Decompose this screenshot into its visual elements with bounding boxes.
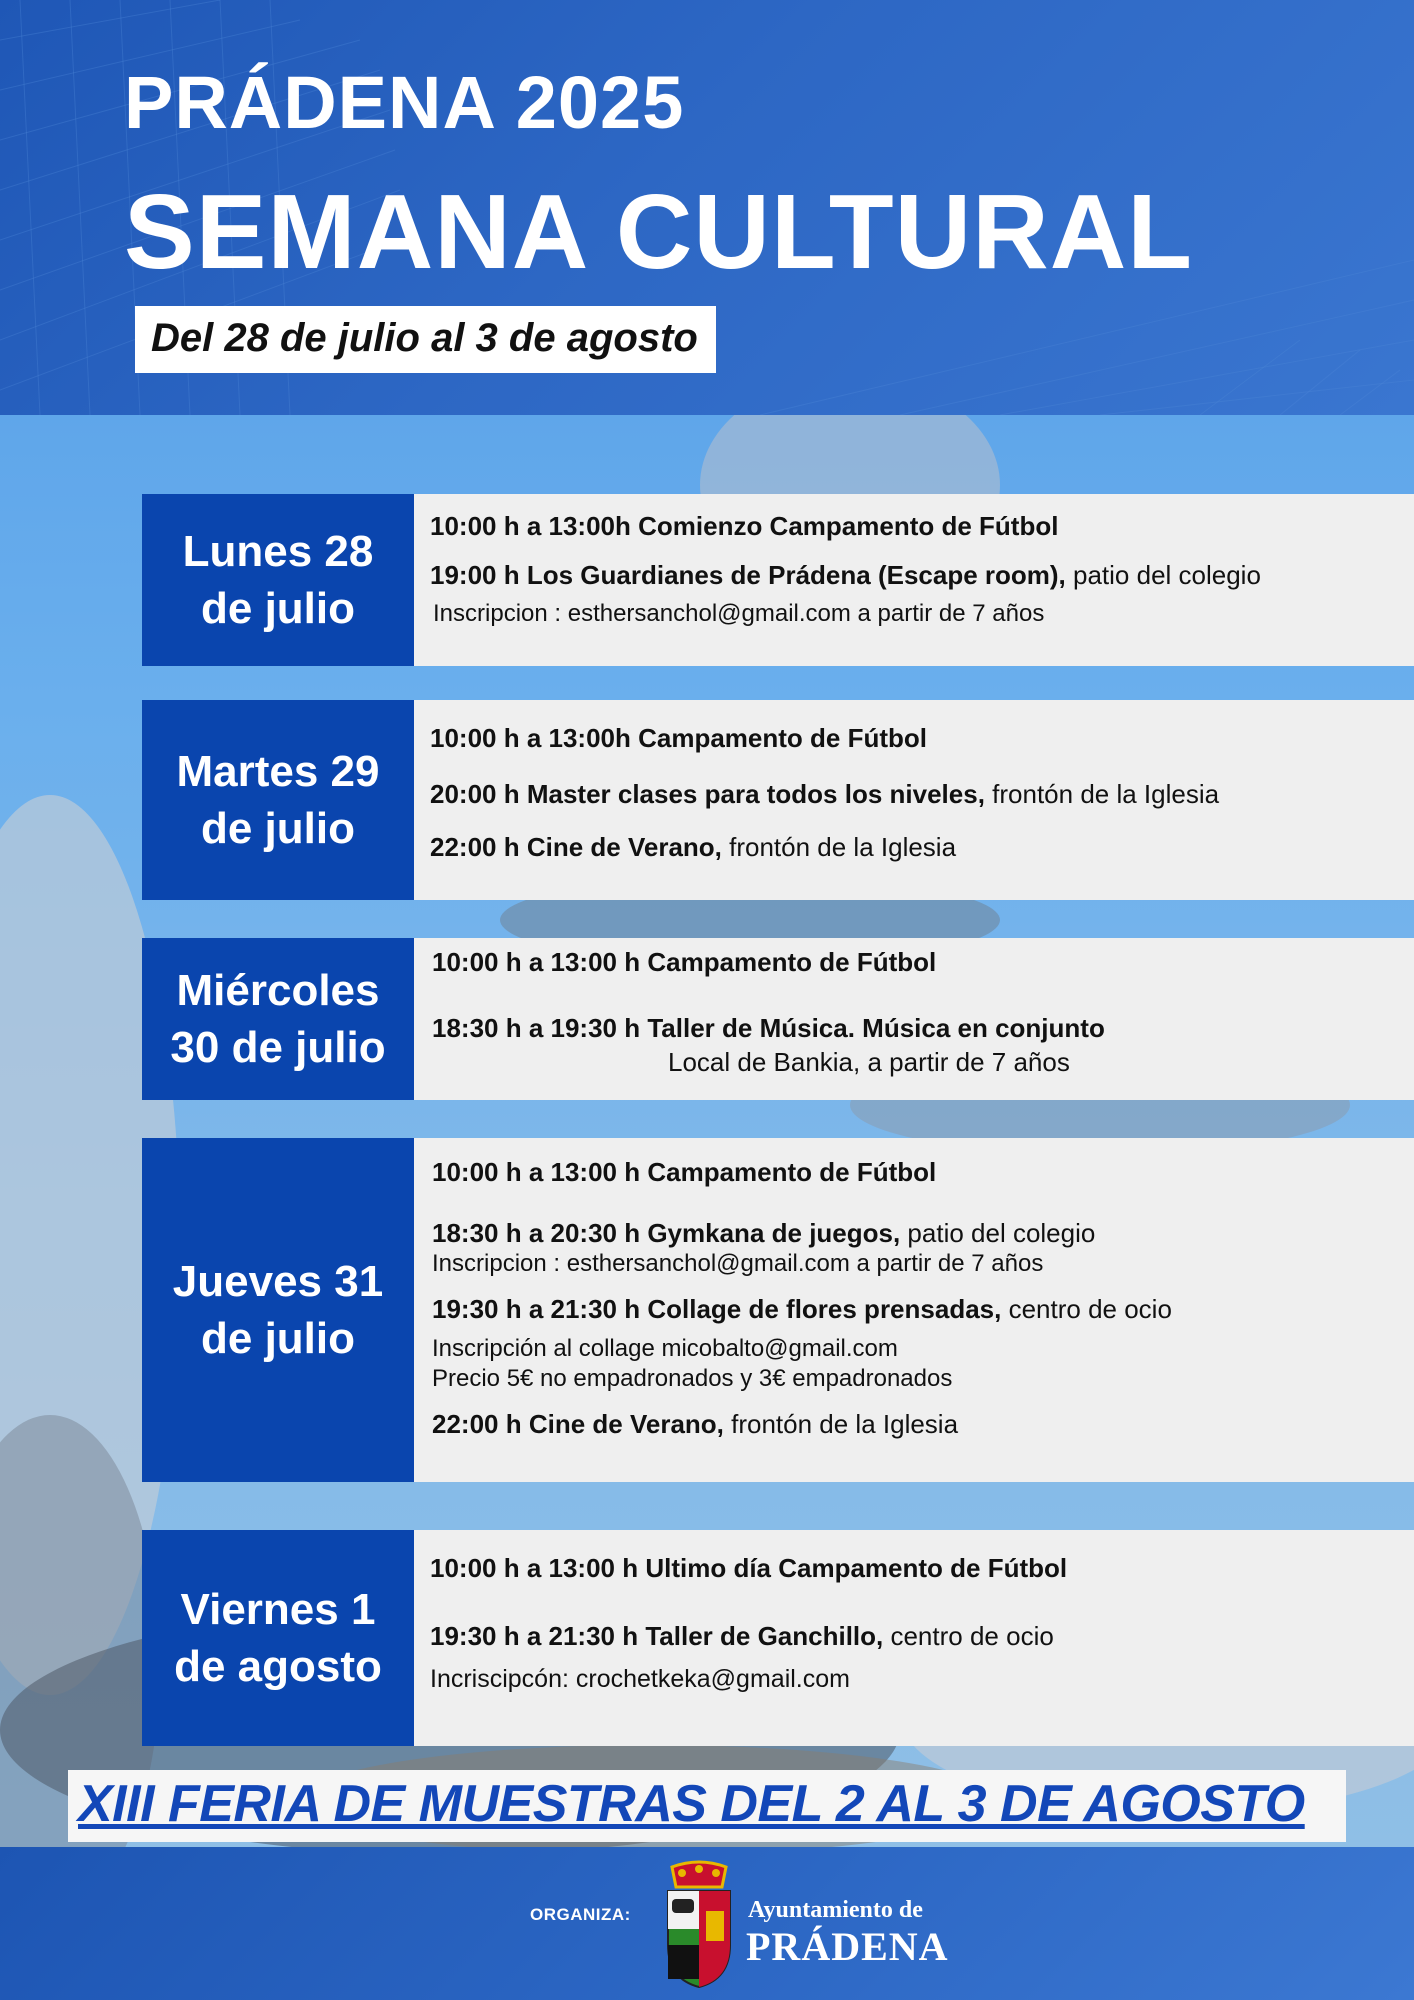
- day-events: [414, 494, 1414, 666]
- event-main-title: SEMANA CULTURAL: [124, 173, 1193, 291]
- footer: [0, 1847, 1414, 2000]
- day-block-lunes: [142, 494, 1414, 666]
- feria-banner: [68, 1770, 1346, 1842]
- event-line: 19:30 h a 21:30 h Collage de flores prensadas, centro de ocio: [432, 1294, 1172, 1324]
- event-line: 18:30 h a 20:30 h Gymkana de juegos, patio del colegio: [432, 1217, 1096, 1248]
- event-line: 10:00 h a 13:00 h Campamento de Fútbol: [432, 947, 937, 977]
- event-line: 22:00 h Cine de Verano, frontón de la Iglesia: [432, 1408, 959, 1439]
- day-label: Miércoles 30 de julio: [142, 938, 414, 1100]
- event-line: Inscripcion : esthersanchol@gmail.com a partir de 7 años: [432, 1250, 1044, 1277]
- day-label: Martes 29 de julio: [142, 700, 414, 900]
- ayuntamiento-label: Ayuntamiento de: [748, 1897, 923, 1923]
- day-label: Jueves 31 de julio: [142, 1138, 414, 1482]
- day-events: [414, 700, 1414, 900]
- day-block-martes: [142, 700, 1414, 900]
- day-events: [414, 938, 1414, 1100]
- day-block-jueves: [142, 1138, 1414, 1482]
- event-line: Local de Bankia, a partir de 7 años: [668, 1047, 1070, 1077]
- event-line: Inscripcion : esthersanchol@gmail.com a partir de 7 años: [433, 600, 1045, 627]
- event-line: Inscripción al collage micobalto@gmail.com: [432, 1334, 898, 1362]
- feria-text: XIII FERIA DE MUESTRAS DEL 2 AL 3 DE AGOSTO: [78, 1775, 1305, 1833]
- day-block-viernes: [142, 1530, 1414, 1746]
- event-line: Precio 5€ no empadronados y 3€ empadronados: [432, 1364, 953, 1392]
- event-line: 22:00 h Cine de Verano, frontón de la Iglesia: [430, 832, 957, 862]
- event-line: 10:00 h a 13:00h Campamento de Fútbol: [430, 723, 928, 753]
- event-year-title: PRÁDENA 2025: [124, 61, 685, 144]
- event-line: 10:00 h a 13:00h Comienzo Campamento de Fútbol: [430, 511, 1059, 541]
- event-line: 19:00 h Los Guardianes de Prádena (Escape room), patio del colegio: [430, 559, 1261, 590]
- town-crest-icon: [660, 1859, 738, 1989]
- event-line: 10:00 h a 13:00 h Campamento de Fútbol: [432, 1157, 937, 1187]
- day-block-miercoles: [142, 938, 1414, 1100]
- organiza-label: ORGANIZA:: [530, 1905, 631, 1924]
- header-banner: [0, 0, 1414, 415]
- event-line: Incriscipcón: crochetkeka@gmail.com: [430, 1665, 850, 1693]
- event-line: 19:30 h a 21:30 h Taller de Ganchillo, centro de ocio: [430, 1620, 1054, 1651]
- town-name: PRÁDENA: [746, 1924, 949, 1969]
- event-line: 20:00 h Master clases para todos los niveles, frontón de la Iglesia: [430, 778, 1220, 809]
- day-label: Viernes 1 de agosto: [142, 1530, 414, 1746]
- event-dates: Del 28 de julio al 3 de agosto: [135, 306, 716, 373]
- event-line: 10:00 h a 13:00 h Ultimo día Campamento de Fútbol: [430, 1553, 1068, 1583]
- event-line: 18:30 h a 19:30 h Taller de Música. Música en conjunto: [432, 1012, 1105, 1043]
- day-events: [414, 1138, 1414, 1482]
- day-events: [414, 1530, 1414, 1746]
- day-label: Lunes 28 de julio: [142, 494, 414, 666]
